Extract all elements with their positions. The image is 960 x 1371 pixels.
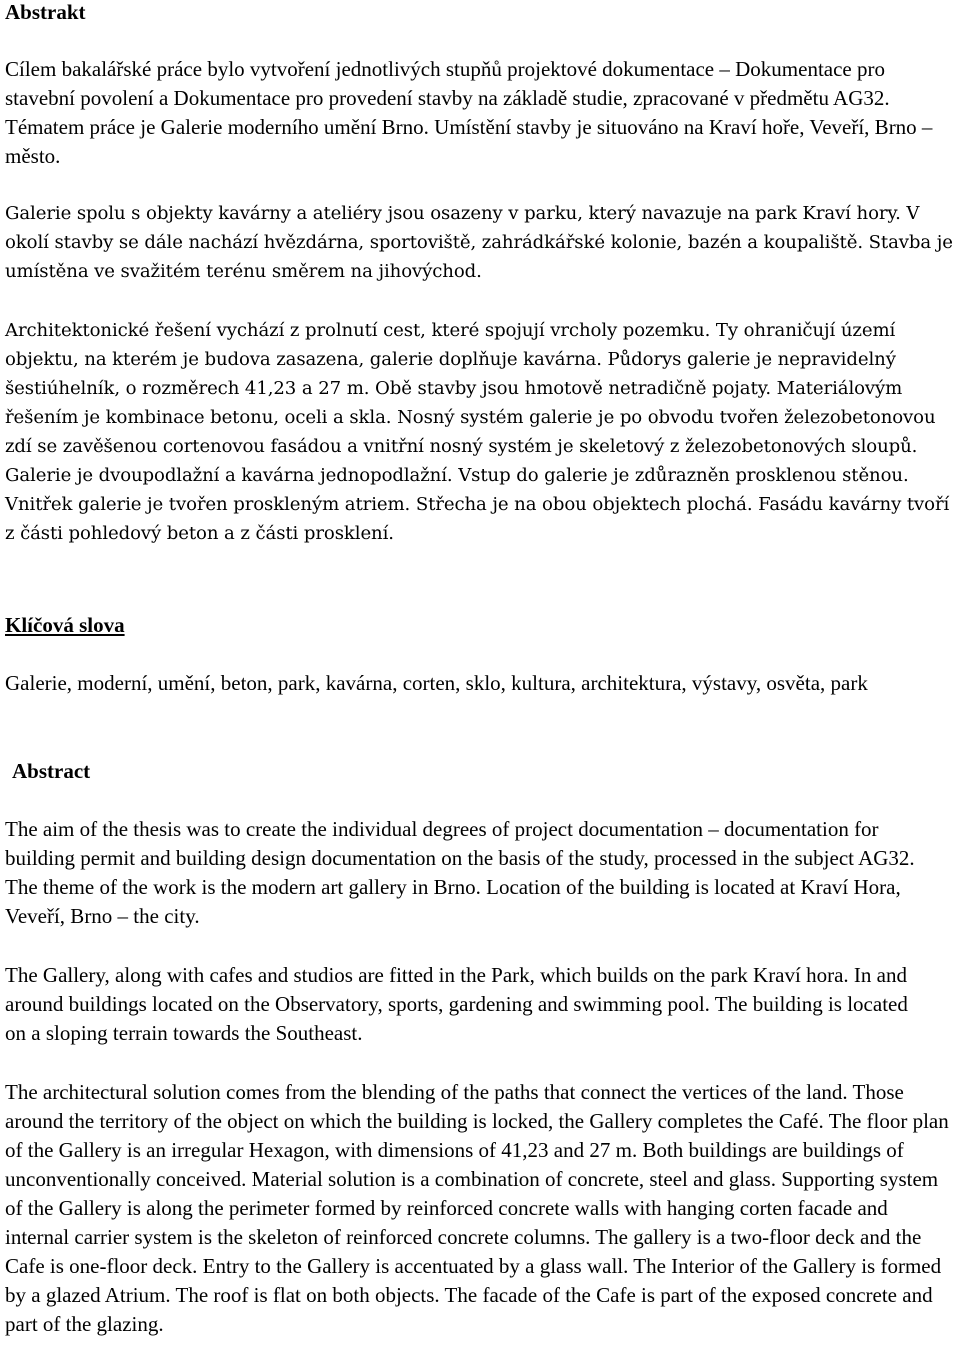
czech-abstract-paragraph-2: Galerie spolu s objekty kavárny a ateliéry jsou osazeny v parku, který navazuje na park Kraví hory. V okolí stavby se dále nachází hvězdárna, sportoviště, zahrádkářské kolonie, bazén a koupaliště. Stavba je umístěna ve svažitém terénu směrem na jihovýchod. (5, 203, 953, 282)
czech-abstract-paragraph-3: Architektonické řešení vychází z prolnutí cest, které spojují vrcholy pozemku. Ty ohraničují území objektu, na kterém je budova zasazena, galerie doplňuje kavárna. Půdorys galerie je nepravidelný šestiúhelník, o rozměrech 41,23 a 27 m. Obě stavby jsou hmotově netradičně pojaty. Materiálovým řešením je kombinace betonu, oceli a skla. Nosný systém galerie je po obvodu tvořen železobetonovou zdí se zavěšenou cortenovou fasádou a vnitřní nosný systém je skeletový z železobetonových sloupů. Galerie je dvoupodlažní a kavárna jednopodlažní. Vstup do galerie je zdůrazněn prosklenou stěnou. Vnitřek galerie je tvořen proskleným atriem. Střecha je na obou objektech plochá. Fasádu kavárny tvoří z části pohledový beton a z části prosklení. (5, 320, 950, 544)
czech-abstract-paragraph-1: Cílem bakalářské práce bylo vytvoření jednotlivých stupňů projektové dokumentace – Dokumentace pro stavební povolení a Dokumentace pro provedení stavby na základě studie, zpracované v předmětu AG32. Tématem práce je Galerie moderního umění Brno. Umístění stavby je situováno na Kraví hoře, Veveří, Brno – město. (5, 57, 933, 168)
english-abstract-paragraph-2: The Gallery, along with cafes and studios are fitted in the Park, which builds on the park Kraví hora. In and around buildings located on the Observatory, sports, gardening and swimming pool. The building is located on a sloping terrain towards the Southeast. (5, 963, 908, 1045)
english-abstract-paragraph-1: The aim of the thesis was to create the individual degrees of project documentation – documentation for building permit and building design documentation on the basis of the study, processed in the subject AG32. The theme of the work is the modern art gallery in Brno. Location of the building is located at Kraví Hora, Veveří, Brno – the city. (5, 817, 915, 928)
english-abstract-paragraph-3: The architectural solution comes from the blending of the paths that connect the vertices of the land. Those around the territory of the object on which the building is locked, the Gallery completes the Café. The floor plan of the Gallery is an irregular Hexagon, with dimensions of 41,23 and 27 m. Both buildings are buildings of unconventionally conceived. Material solution is a combination of concrete, steel and glass. Supporting system of the Gallery is along the perimeter formed by reinforced concrete walls with hanging corten facade and internal carrier system is the skeleton of reinforced concrete columns. The gallery is a two-floor deck and the Cafe is one-floor deck. Entry to the Gallery is accentuated by a glass wall. The Interior of the Gallery is formed by a glazed Atrium. The roof is flat on both objects. The facade of the Cafe is part of the exposed concrete and part of the glazing. (5, 1080, 949, 1336)
czech-abstract-heading: Abstrakt (5, 0, 86, 24)
keywords-heading: Klíčová slova (5, 613, 125, 637)
keywords-text: Galerie, moderní, umění, beton, park, kavárna, corten, sklo, kultura, architektura, výstavy, osvěta, park (5, 671, 868, 695)
english-abstract-heading: Abstract (12, 759, 91, 783)
